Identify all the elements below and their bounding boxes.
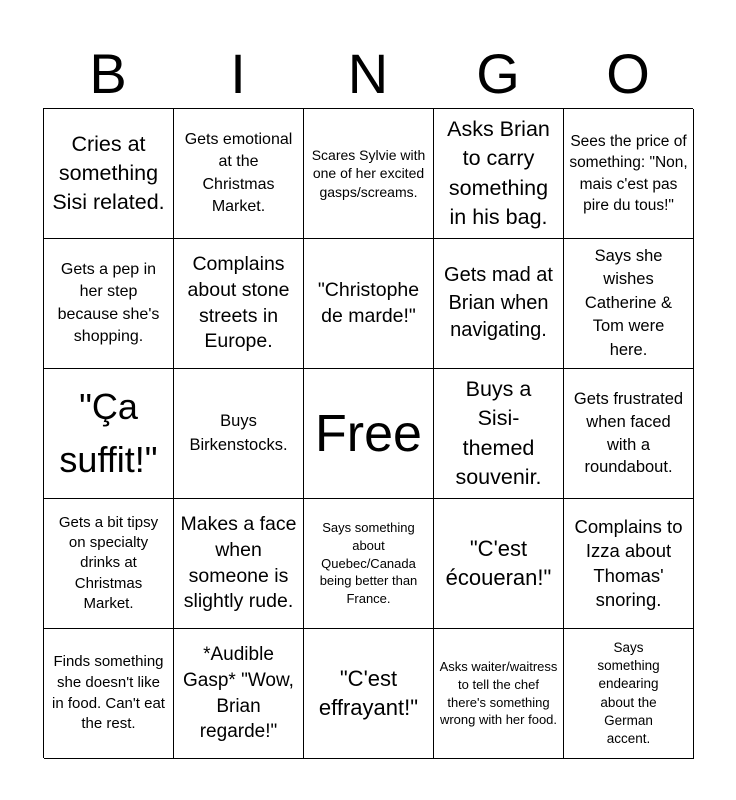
bingo-cell-b1[interactable] bbox=[44, 109, 174, 239]
cell-text: Asks Brian to carry something in his bag. bbox=[447, 117, 550, 229]
cell-text: Gets a bit tipsy on specialty drinks at Christmas Market. bbox=[58, 513, 159, 613]
bingo-cell-i2[interactable] bbox=[174, 239, 304, 369]
cell-text: Complains about stone streets in Europe. bbox=[187, 253, 290, 353]
free-space-text: Free bbox=[315, 404, 422, 463]
cell-text: Gets mad at Brian when navigating. bbox=[444, 264, 553, 342]
cell-text: Makes a face when someone is slightly rude. bbox=[180, 513, 297, 613]
cell-text: "C'est effrayant!" bbox=[318, 665, 419, 720]
cell-text: Cries at something Sisi related. bbox=[52, 131, 165, 214]
header-letter-g: G bbox=[476, 42, 520, 105]
cell-text: "Ça suffit!" bbox=[59, 386, 158, 480]
bingo-board bbox=[43, 108, 693, 758]
cell-text: Finds something she doesn't like in food. Can't eat the rest. bbox=[52, 653, 165, 733]
cell-text: Gets emotional at the Christmas Market. bbox=[184, 130, 293, 215]
bingo-cell-g5[interactable] bbox=[434, 629, 564, 759]
bingo-cell-n4[interactable] bbox=[304, 499, 434, 629]
bingo-header bbox=[43, 40, 693, 108]
cell-text: Scares Sylvie with one of her excited gasps/screams. bbox=[311, 146, 426, 200]
bingo-cell-n1[interactable] bbox=[304, 109, 434, 239]
bingo-cell-b2[interactable] bbox=[44, 239, 174, 369]
bingo-cell-o3[interactable] bbox=[564, 369, 694, 499]
cell-text: Asks waiter/waitress to tell the chef there's something wrong with her food. bbox=[439, 659, 558, 728]
cell-text: Buys Birkenstocks. bbox=[189, 412, 288, 454]
header-letter-o: O bbox=[606, 42, 650, 105]
cell-text: *Audible Gasp* "Wow, Brian regarde!" bbox=[183, 643, 294, 743]
header-letter-i: I bbox=[230, 42, 246, 105]
bingo-cell-n5[interactable] bbox=[304, 629, 434, 759]
bingo-cell-g4[interactable] bbox=[434, 499, 564, 629]
bingo-cell-b4[interactable] bbox=[44, 499, 174, 629]
bingo-cell-g1[interactable] bbox=[434, 109, 564, 239]
cell-text: Says something about Quebec/Canada being better than France. bbox=[319, 520, 418, 607]
cell-text: Complains to Izza about Thomas' snoring. bbox=[574, 516, 683, 610]
bingo-cell-i4[interactable] bbox=[174, 499, 304, 629]
bingo-cell-o5[interactable] bbox=[564, 629, 694, 759]
cell-text: Says something endearing about the German accent. bbox=[597, 639, 660, 746]
cell-text: Buys a Sisi-themed souvenir. bbox=[455, 377, 542, 489]
cell-text: Sees the price of something: "Non, mais c'est pas pire du tous!" bbox=[569, 132, 688, 214]
header-letter-b: B bbox=[89, 42, 127, 105]
header-letter-n: N bbox=[347, 42, 389, 105]
cell-text: Gets a pep in her step because she's shopping. bbox=[57, 260, 160, 345]
cell-text: Gets frustrated when faced with a roundabout. bbox=[573, 389, 684, 477]
bingo-cell-o1[interactable] bbox=[564, 109, 694, 239]
bingo-cell-o2[interactable] bbox=[564, 239, 694, 369]
bingo-cell-g2[interactable] bbox=[434, 239, 564, 369]
bingo-cell-g3[interactable] bbox=[434, 369, 564, 499]
cell-text: "C'est écoueran!" bbox=[445, 535, 552, 590]
cell-text: "Christophe de marde!" bbox=[317, 278, 420, 327]
bingo-cell-i3[interactable] bbox=[174, 369, 304, 499]
bingo-cell-i1[interactable] bbox=[174, 109, 304, 239]
bingo-cell-b5[interactable] bbox=[44, 629, 174, 759]
cell-text: Says she wishes Catherine & Tom were here. bbox=[584, 246, 673, 359]
bingo-cell-free[interactable] bbox=[304, 369, 434, 499]
bingo-cell-i5[interactable] bbox=[174, 629, 304, 759]
bingo-cell-o4[interactable] bbox=[564, 499, 694, 629]
bingo-cell-b3[interactable] bbox=[44, 369, 174, 499]
bingo-cell-n2[interactable] bbox=[304, 239, 434, 369]
